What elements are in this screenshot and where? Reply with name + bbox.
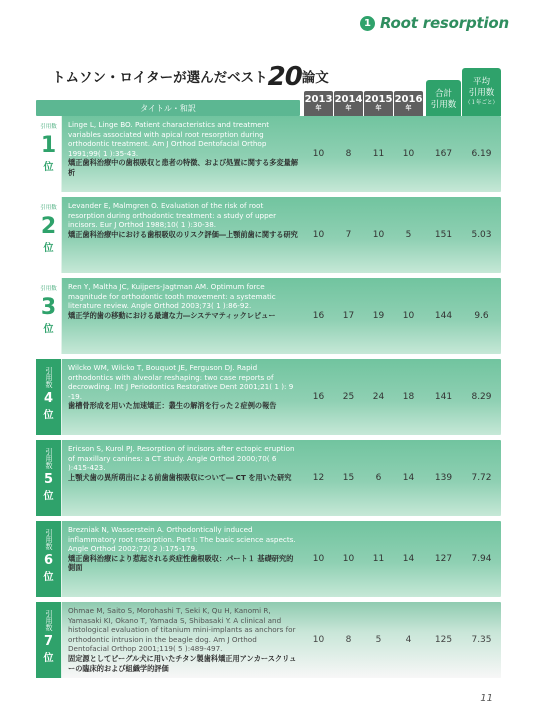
citations-2013: 10 (312, 230, 325, 240)
citation-cell (68, 525, 298, 573)
citations-2013: 10 (312, 554, 325, 564)
citations-total: 167 (434, 149, 453, 159)
rank-label: 引用数 (45, 610, 53, 631)
rank-number: 6 (43, 553, 54, 568)
citation-japanese: 矯正歯科治療中における歯根吸収のリスク評価―上顎前歯に関する研究 (68, 229, 298, 239)
citations-2015: 6 (375, 473, 382, 483)
column-header-unit: 年 (315, 105, 322, 112)
citations-2016: 5 (405, 230, 412, 240)
rank-suffix: 位 (43, 653, 54, 664)
rank-number: 3 (40, 295, 57, 320)
citations-2015: 24 (372, 392, 385, 402)
column-header-year: 2013 (304, 94, 333, 105)
table-row (36, 359, 501, 435)
column-header-unit: 年 (375, 105, 382, 112)
citation-english: Brezniak N, Wasserstein A. Orthodontically induced inflammatory root resorption. Part I: The basic science aspects. Angle Orthod 2002;72( 2 ):175-179. (68, 525, 296, 554)
section-number-badge: 1 (360, 16, 375, 31)
citation-japanese: 矯正歯科治療により惹起される炎症性歯根吸収：パート１ 基礎研究的側面 (68, 553, 294, 573)
citation-english: Ohmae M, Saito S, Morohashi T, Seki K, Qu H, Kanomi R, Yamasaki KI, Okano T, Yamada S, Shibasaki Y. A clinical and histological evaluation of titanium mini-implants as anchors for orthodontic intrusion in the beagle dog. Am J Orthod Dentofacial Orthop 2001;119( 5 ):489-497. (68, 606, 296, 654)
table-row (36, 278, 501, 354)
rank-suffix: 位 (43, 410, 54, 421)
citations-2015: 11 (372, 149, 385, 159)
column-header-2016 (394, 91, 423, 116)
citation-cell (68, 444, 298, 482)
rank-number: 2 (40, 214, 57, 239)
citations-total: 125 (434, 635, 453, 645)
rank-number: 1 (40, 133, 57, 158)
citations-2014: 25 (342, 392, 355, 402)
citation-english: Ren Y, Maltha JC, Kuijpers-Jagtman AM. Optimum force magnitude for orthodontic tooth movement: a systematic literature review. Angle Orthod 2003;73( 1 ):86-92. (68, 282, 276, 311)
column-header-year: 2014 (334, 94, 363, 105)
rank-cell (36, 278, 62, 354)
column-header-total-line1: 合計 (434, 89, 452, 99)
column-header-2013 (304, 91, 333, 116)
citations-total: 127 (434, 554, 453, 564)
citations-2016: 10 (402, 311, 415, 321)
citations-2014: 8 (345, 635, 352, 645)
citation-english: Levander E, Malmgren O. Evaluation of the risk of root resorption during orthodontic treatment: a study of upper incisors. Eur J Orthod 1988;10( 1 ):30-38. (68, 201, 277, 230)
rank-cell (36, 116, 62, 192)
table-row (36, 602, 501, 678)
column-header-2014 (334, 91, 363, 116)
rank-cell (36, 602, 62, 678)
citations-total: 139 (434, 473, 453, 483)
citation-japanese: 歯槽骨形成を用いた加速矯正：叢生の解消を行った２症例の報告 (68, 401, 277, 411)
rank-cell (36, 521, 62, 597)
page-title-prefix: トムソン・ロイターが選んだベスト (52, 70, 268, 86)
citations-2013: 16 (312, 311, 325, 321)
citations-2014: 10 (342, 554, 355, 564)
citations-total: 151 (434, 230, 453, 240)
rank-number: 5 (43, 472, 54, 487)
rank-number: 4 (43, 391, 54, 406)
citations-total: 144 (434, 311, 453, 321)
section-title: Root resorption (379, 14, 509, 32)
table-row (36, 521, 501, 597)
citation-cell (68, 606, 298, 673)
page-number: 11 (480, 693, 493, 704)
column-header-year: 2015 (364, 94, 393, 105)
citations-average: 7.35 (471, 635, 492, 645)
citation-cell (68, 120, 298, 178)
rank-suffix: 位 (43, 162, 54, 173)
citations-2015: 11 (372, 554, 385, 564)
citations-2013: 10 (312, 635, 325, 645)
rank-suffix: 位 (43, 491, 54, 502)
column-header-average-note: （１年ごと） (464, 100, 498, 106)
table-row (36, 440, 501, 516)
page-title-suffix: 論文 (301, 70, 329, 86)
citation-english: Wilcko WM, Wilcko T, Bouquot JE, Ferguson DJ. Rapid orthodontics with alveolar reshaping: two case reports of decrowding. Int J Periodontics Restorative Dent 2001;21( 1 ): 9 -19. (68, 363, 294, 401)
citations-average: 7.94 (471, 554, 492, 564)
citation-english: Linge L, Linge BO. Patient characteristics and treatment variables associated with apical root resorption during orthodontic treatment. Am J Orthod Dentofacial Orthop 1991;99( 1 ):35-43. (68, 120, 270, 158)
citations-2014: 7 (345, 230, 352, 240)
citations-total: 141 (434, 392, 453, 402)
citations-2016: 4 (405, 635, 412, 645)
citations-average: 7.72 (471, 473, 492, 483)
citations-2015: 10 (372, 230, 385, 240)
rank-label: 引用数 (40, 286, 57, 292)
citations-average: 6.19 (471, 149, 492, 159)
section-header (360, 14, 509, 32)
citations-average: 9.6 (474, 311, 489, 321)
column-header-unit: 年 (405, 105, 412, 112)
page-title-number: 20 (267, 62, 302, 92)
rank-suffix: 位 (43, 572, 54, 583)
rank-label: 引用数 (45, 448, 53, 469)
rank-label: 引用数 (40, 124, 57, 130)
citations-2013: 10 (312, 149, 325, 159)
citations-average: 8.29 (471, 392, 492, 402)
column-header-total-line2: 引用数 (430, 100, 457, 110)
rank-cell (36, 440, 62, 516)
rank-label: 引用数 (45, 367, 53, 388)
citations-2014: 8 (345, 149, 352, 159)
column-header-year: 2016 (394, 94, 423, 105)
citations-2016: 18 (402, 392, 415, 402)
citation-japanese: 矯正学的歯の移動における最適な力―システマティックレビュー (68, 310, 276, 320)
citation-japanese: 上顎犬歯の異所萌出による前歯歯根吸収について― CT を用いた研究 (68, 472, 292, 482)
table-row (36, 116, 501, 192)
column-header-average (462, 68, 501, 116)
citation-japanese: 固定源としてビーグル犬に用いたチタン製歯科矯正用アンカースクリューの臨床的および組織学的評価 (68, 653, 297, 673)
rank-cell (36, 197, 62, 273)
rank-cell (36, 359, 62, 435)
citations-2016: 14 (402, 473, 415, 483)
citations-average: 5.03 (471, 230, 492, 240)
citations-2013: 16 (312, 392, 325, 402)
citations-2013: 12 (312, 473, 325, 483)
column-header-unit: 年 (345, 105, 352, 112)
citations-2016: 10 (402, 149, 415, 159)
rank-number: 7 (43, 634, 54, 649)
rank-label: 引用数 (45, 529, 53, 550)
citations-2015: 5 (375, 635, 382, 645)
column-header-title: タイトル・和訳 (36, 100, 300, 116)
citations-2016: 14 (402, 554, 415, 564)
citation-japanese: 矯正歯科治療中の歯根吸収と患者の特徴、および処置に関する多変量解析 (68, 158, 299, 177)
citation-cell (68, 363, 298, 411)
rank-suffix: 位 (43, 324, 54, 335)
column-header-2015 (364, 91, 393, 116)
rank-suffix: 位 (43, 243, 54, 254)
citations-2014: 17 (342, 311, 355, 321)
table-row (36, 197, 501, 273)
column-header-average-line1: 平均 (472, 77, 490, 87)
column-header-total (426, 80, 461, 116)
citations-2014: 15 (342, 473, 355, 483)
citations-2015: 19 (372, 311, 385, 321)
citation-english: Ericson S, Kurol PJ. Resorption of incisors after ectopic eruption of maxillary canines: a CT study. Angle Orthod 2000;70( 6 ):415-423. (68, 444, 295, 473)
column-header-average-line2: 引用数 (468, 88, 495, 98)
rank-label: 引用数 (40, 205, 57, 211)
citation-cell (68, 282, 298, 320)
citation-cell (68, 201, 298, 239)
